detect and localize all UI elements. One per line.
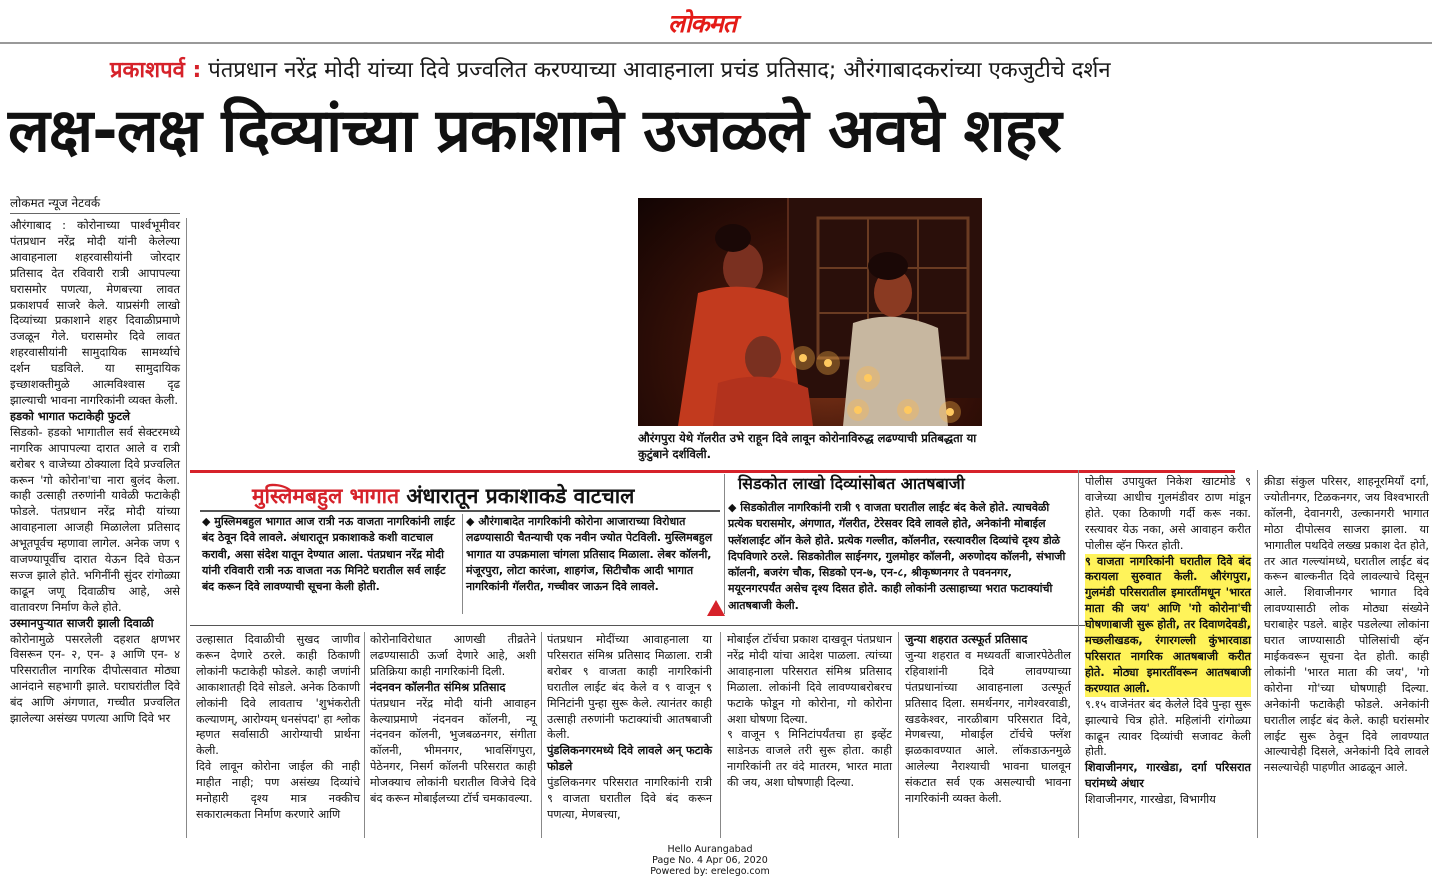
news-photo xyxy=(638,198,982,426)
article-column-8 xyxy=(1264,474,1429,776)
paragraph: मोबाईल टॉर्चचा प्रकाश दाखवून पंतप्रधान नरेंद्र मोदी यांचा आदेश पाळला. त्यांच्या आवाहनाला परिसरात संमिश्र प्रतिसाद मिळाला. लोकांनी दिवे लावण्याबरोबरच फटाके फोडून गो कोरोना, गो कोरोना अशा घोषणा दिल्या. xyxy=(727,633,892,726)
article-column-7 xyxy=(1085,474,1251,808)
footer-page: Page No. 4 Apr 06, 2020 xyxy=(652,855,768,866)
lokmat-logo: लोकमत xyxy=(668,9,736,38)
box-title-black: अंधारातून प्रकाशाकडे वाटचाल xyxy=(406,484,635,508)
article-column-5 xyxy=(727,632,892,791)
subheading: हडको भागात फटाकेही फुटले xyxy=(10,408,131,423)
photo-illustration xyxy=(638,198,982,426)
box-column-3: ◆ सिडकोतील नागरिकांनी रात्री ९ वाजता घरातील लाईट बंद केले होते. त्याचवेळी प्रत्येक घरासमोर, अंगणात, गॅलरीत, टेरेसवर दिवे लावले होते, अनेकांनी मोबाईल फ्लॅशलाईट ऑन केले होते. प्रत्येक गल्लीत, कॉलनीत, रस्त्यावरील दिव्यांचे दृश्य डोळे दिपविणारे ठरले. सिडकोतील साईनगर, गुलमोहर कॉलनी, अरुणोदय कॉलनी, संभाजी कॉलनी, बजरंग चौक, सिडको एन-७, एन-८, श्रीकृष्णनगर ते पवननगर, मयूरनगरपर्यंत असेच दृश्य दिसत होते. काही लोकांनी उत्साहाच्या भरात फटाक्यांची आतषबाजी केली. xyxy=(728,501,1066,612)
column-divider xyxy=(1257,470,1258,838)
article-column-3 xyxy=(370,632,536,807)
paragraph: ९.१५ वाजेनंतर बंद केलेले दिवे पुन्हा सुरू झाल्याचे चित्र होते. महिलांनी रांगोळ्या काढून त्यावर दिव्यांची सजावट केली होती. xyxy=(1085,697,1251,759)
column-divider xyxy=(364,632,365,838)
subheading: जुन्या शहरात उत्स्फूर्त प्रतिसाद xyxy=(905,633,1028,646)
subheading: शिवाजीनगर, गारखेडा, दर्गा परिसरात घरांमध्ये अंधार xyxy=(1085,761,1251,791)
byline-rule xyxy=(10,213,180,214)
article-column-4 xyxy=(547,632,712,823)
footer-site: Hello Aurangabad xyxy=(667,844,753,855)
paragraph: ९ वाजून ९ मिनिटांपर्यंतचा हा इव्हेंट साडेनऊ वाजले तरी सुरू होता. काही नागरिकांनी तर वंदे मातरम, भारत माता की जय, अशा घोषणाही दिल्या. xyxy=(727,728,892,790)
paragraph: कोरोनामुळे पसरलेली दहशत क्षणभर विसरून एन- २, एन- ३ आणि एन- ४ परिसरातील नागरिक दीपोत्सवात मोठ्या आनंदाने सहभागी झाले. घराघरांतील दिवे बंद आणि अंगणात, गच्चीत प्रज्वलित झालेल्या असंख्य पणत्या आणि दिवे भर xyxy=(10,631,180,726)
masthead xyxy=(0,0,1432,44)
paragraph: पोलीस उपायुक्त निकेश खाटमोडे ९ वाजेच्या आधीच गुलमंडीवर ठाण मांडून होते. एका ठिकाणी गर्दी करू नका. रस्त्यावर येऊ नका, असे आवाहन करीत पोलीस व्हॅन फिरत होती. xyxy=(1085,475,1251,552)
column-divider xyxy=(462,514,463,614)
box-bottom-rule xyxy=(190,625,1085,626)
paragraph: सिडको- हडको भागातील सर्व सेक्टरमध्ये नागरिक आपापल्या दारात आले व रात्री बरोबर ९ वाजेच्या ठोक्याला दिवे प्रज्वलित करून 'गो कोरोना'चा नारा बुलंद केला. काही उत्साही तरुणांनी यावेळी फटाकेही फोडले. पंतप्रधान नरेंद्र मोदी यांच्या आवाहनाला आजही मिळालेला प्रतिसाद अभूतपूर्वच म्हणावा लागेल. अनेक जण ९ वाजण्यापूर्वीच दारात येऊन दिवे घेऊन सज्ज झाले होते. भगिनींनी सुंदर रांगोळ्या काढून जणू दिवाळीच आहे, असे वातावरण निर्माण केले होते. xyxy=(10,424,180,614)
paragraph: औरंगाबाद : कोरोनाच्या पार्श्वभूमीवर पंतप्रधान नरेंद्र मोदी यांनी केलेल्या आवाहनाला शहरवासीयांनी जोरदार प्रतिसाद देत रविवारी रात्री आपापल्या घरासमोर पणत्या, मेणबत्त्या लावत प्रकाशपर्व साजरे केले. याप्रसंगी लाखो दिव्यांच्या प्रकाशाने शहर दिवाळीप्रमाणे उजळून गेले. घरासमोर दिवे लावत शहरवासीयांनी सामुदायिक सामर्थ्याचे दर्शन घडविले. या सामुदायिक इच्छाशक्तीमुळे आत्मविश्वास दृढ झाल्याची भावना नागरिकांनी व्यक्त केली. xyxy=(10,218,180,407)
paragraph: पुंडलिकनगर परिसरात नागरिकांनी रात्री ९ वाजता घरातील दिवे बंद करून पणत्या, मेणबत्त्या, xyxy=(547,776,712,821)
kicker-label: प्रकाशपर्व : xyxy=(110,58,202,83)
column-divider xyxy=(186,218,187,838)
paragraph: शिवाजीनगर, गारखेडा, विभागीय xyxy=(1085,793,1216,807)
paragraph: जुन्या शहरात व मध्यवर्ती बाजारपेठेतील रहिवाशांनी दिवे लावण्याच्या पंतप्रधानांच्या आवाहनाला उत्स्फूर्त प्रतिसाद दिला. समर्थनगर, नागेश्वरवाडी, खडकेश्वर, नारळीबाग परिसरात दिवे, मेणबत्त्या, मोबाईल टॉर्चचे फ्लॅश झळकावण्यात आले. लॉकडाऊनमुळे आलेल्या नैराश्याची भावना घालवून संकटात सर्व एक असल्याची भावना नागरिकांनी व्यक्त केली. xyxy=(905,648,1071,806)
decorative-triangle xyxy=(707,600,725,616)
paragraph: उल्हासात दिवाळीची सुखद जाणीव करून देणारे ठरले. काही ठिकाणी लोकांनी फटाकेही फोडले. काही जणांनी आकाशातही दिवे सोडले. अनेक ठिकाणी लोकांनी दिवे लावताच 'शुभंकरोती कल्याणम्, आरोग्यम् धनसंपदा' हा श्लोक म्हणत सर्वासाठी आरोग्याची प्रार्थना केली. xyxy=(196,633,360,758)
byline: लोकमत न्यूज नेटवर्क xyxy=(10,196,101,210)
paragraph: क्रीडा संकुल परिसर, शाहनूरमियाँ दर्गा, ज्योतीनगर, टिळकनगर, जय विश्वभारती कॉलनी, देवानगरी, उल्कानगरी भागात मोठा दीपोत्सव साजरा झाला. या भागातील पथदिवे लख्ख प्रकाश देत होते, तर आत गल्ल्यांमध्ये, घरातील लाईट बंद करून बाल्कनीत दिवे लावल्याचे दिसून आले. शिवाजीनगर भागात दिवे लावण्यासाठी लोक मोठ्या संख्येने घराबाहेर पडले. बाहेर पडलेल्या लोकांना घरात जाण्यासाठी पोलिसांची व्हॅन माईकवरून सूचना देत होती. काही लोकांनी 'भारत माता की जय', 'गो कोरोना गो'च्या घोषणाही दिल्या. अनेकांनी फटाकेही फोडले. अनेकांनी घरातील लाईट बंद केले. काही घरांसमोर लाईट सुरू ठेवून दिवे लावण्यात आल्याचेही दिसले, अनेकांनी दिवे लावले नसल्याचेही पाहणीत आढळून आले. xyxy=(1264,475,1429,775)
column-divider xyxy=(724,474,725,614)
paragraph: पंतप्रधान मोदींच्या आवाहनाला या परिसरात संमिश्र प्रतिसाद मिळाला. रात्री बरोबर ९ वाजता काही नागरिकांनी घरातील लाईट बंद केले व ९ वाजून ९ मिनिटांनी पुन्हा सुरू केले. त्यानंतर काही उत्साही तरुणांनी फटाक्यांची आतषबाजी केली. xyxy=(547,633,712,742)
highlighted-paragraph: ९ वाजता नागरिकांनी घरातील दिवे बंद करायला सुरुवात केली. औरंगपुरा, गुलमंडी परिसरातील इमारतींमधून 'भारत माता की जय' आणि 'गो कोरोना'ची घोषणाबाजी सुरू होती, तर दिवाणदेवडी, मच्छलीखडक, रंगारगल्ली कुंभारवाडा परिसरात नागरिक आतषबाजी करीत होते. मोठ्या इमारतींवरून आतषबाजी करण्यात आली. xyxy=(1085,554,1251,695)
kicker xyxy=(110,54,1111,84)
subheading: नंदनवन कॉलनीत संमिश्र प्रतिसाद xyxy=(370,680,506,694)
column-divider xyxy=(541,632,542,838)
column-divider xyxy=(720,632,721,838)
photo-caption: औरंगपुरा येथे गॅलरीत उभे राहून दिवे लावून कोरोनाविरुद्ध लढण्याची प्रतिबद्धता या कुटुंबाने दर्शविली. xyxy=(638,431,977,461)
box3-title: सिडकोत लाखो दिव्यांसोबत आतषबाजी xyxy=(738,474,965,493)
article-column-2 xyxy=(196,632,360,823)
column-divider xyxy=(898,632,899,838)
paragraph: कोरोनाविरोधात आणखी तीव्रतेने लढण्यासाठी ऊर्जा देणारे आहे, अशी प्रतिक्रिया काही नागरिकांनी दिली. xyxy=(370,633,536,678)
headline: लक्ष-लक्ष दिव्यांच्या प्रकाशाने उजळले अवघे शहर xyxy=(8,96,1061,166)
footer-powered: Powered by: erelego.com xyxy=(650,866,770,877)
paragraph: दिवे लावून कोरोना जाईल की नाही माहीत नाही; पण असंख्य दिव्यांचे मनोहारी दृश्य मात्र नक्कीच सकारात्मकता निर्माण करणारे आणि xyxy=(196,760,360,821)
box-column-2: ◆ औरंगाबादेत नागरिकांनी कोरोना आजाराच्या विरोधात लढण्यासाठी चैतन्याची एक नवीन ज्योत पेटविली. मुस्लिमबहुल भागात या उपक्रमाला चांगला प्रतिसाद मिळाला. लेबर कॉलनी, मंजूरपुरा, लोटा कारंजा, शाहगंज, सिटीचौक आदी भागात नागरिकांनी गॅलरीत, गच्चीवर जाऊन दिवे लावले. xyxy=(466,515,713,594)
column-divider xyxy=(1078,470,1079,838)
paragraph: पंतप्रधान नरेंद्र मोदी यांनी आवाहन केल्याप्रमाणे नंदनवन कॉलनी, न्यू नंदनवन कॉलनी, भुजबळनगर, संगीता कॉलनी, भीमनगर, भावसिंगपुरा, पेठेनगर, निसर्ग कॉलनी परिसरात काही मोजक्याच लोकांनी घरातील विजेचे दिवे बंद करून मोबाईलच्या टॉर्च चमकावल्या. xyxy=(370,696,536,806)
masthead-rule xyxy=(0,42,1432,44)
kicker-text: पंतप्रधान नरेंद्र मोदी यांच्या दिवे प्रज्वलित करण्याच्या आवाहनाला प्रचंड प्रतिसाद; औरंगाबादकरांच्या एकजुटीचे दर्शन xyxy=(208,58,1111,83)
article-column-1 xyxy=(10,218,180,727)
box-title-rule xyxy=(200,510,720,512)
subheading: उस्मानपुऱ्यात साजरी झाली दिवाळी xyxy=(10,615,154,630)
box-title xyxy=(252,482,634,510)
box-title-red: मुस्लिमबहुल भागात xyxy=(252,484,400,508)
subheading: पुंडलिकनगरमध्ये दिवे लावले अन् फटाके फोडले xyxy=(547,744,712,774)
box-column-1: ◆ मुस्लिमबहुल भागात आज रात्री नऊ वाजता नागरिकांनी लाईट बंद ठेवून दिवे लावले. अंधारातून प्रकाशाकडे कशी वाटचाल करावी, असा संदेश यातून देण्यात आला. पंतप्रधान नरेंद्र मोदी यांनी रविवारी रात्री नऊ वाजता नऊ मिनिटे घरातील सर्व लाईट बंद करून दिवे लावण्याची सूचना केली होती. xyxy=(202,515,455,594)
article-column-6 xyxy=(905,632,1071,807)
footer xyxy=(600,844,820,877)
